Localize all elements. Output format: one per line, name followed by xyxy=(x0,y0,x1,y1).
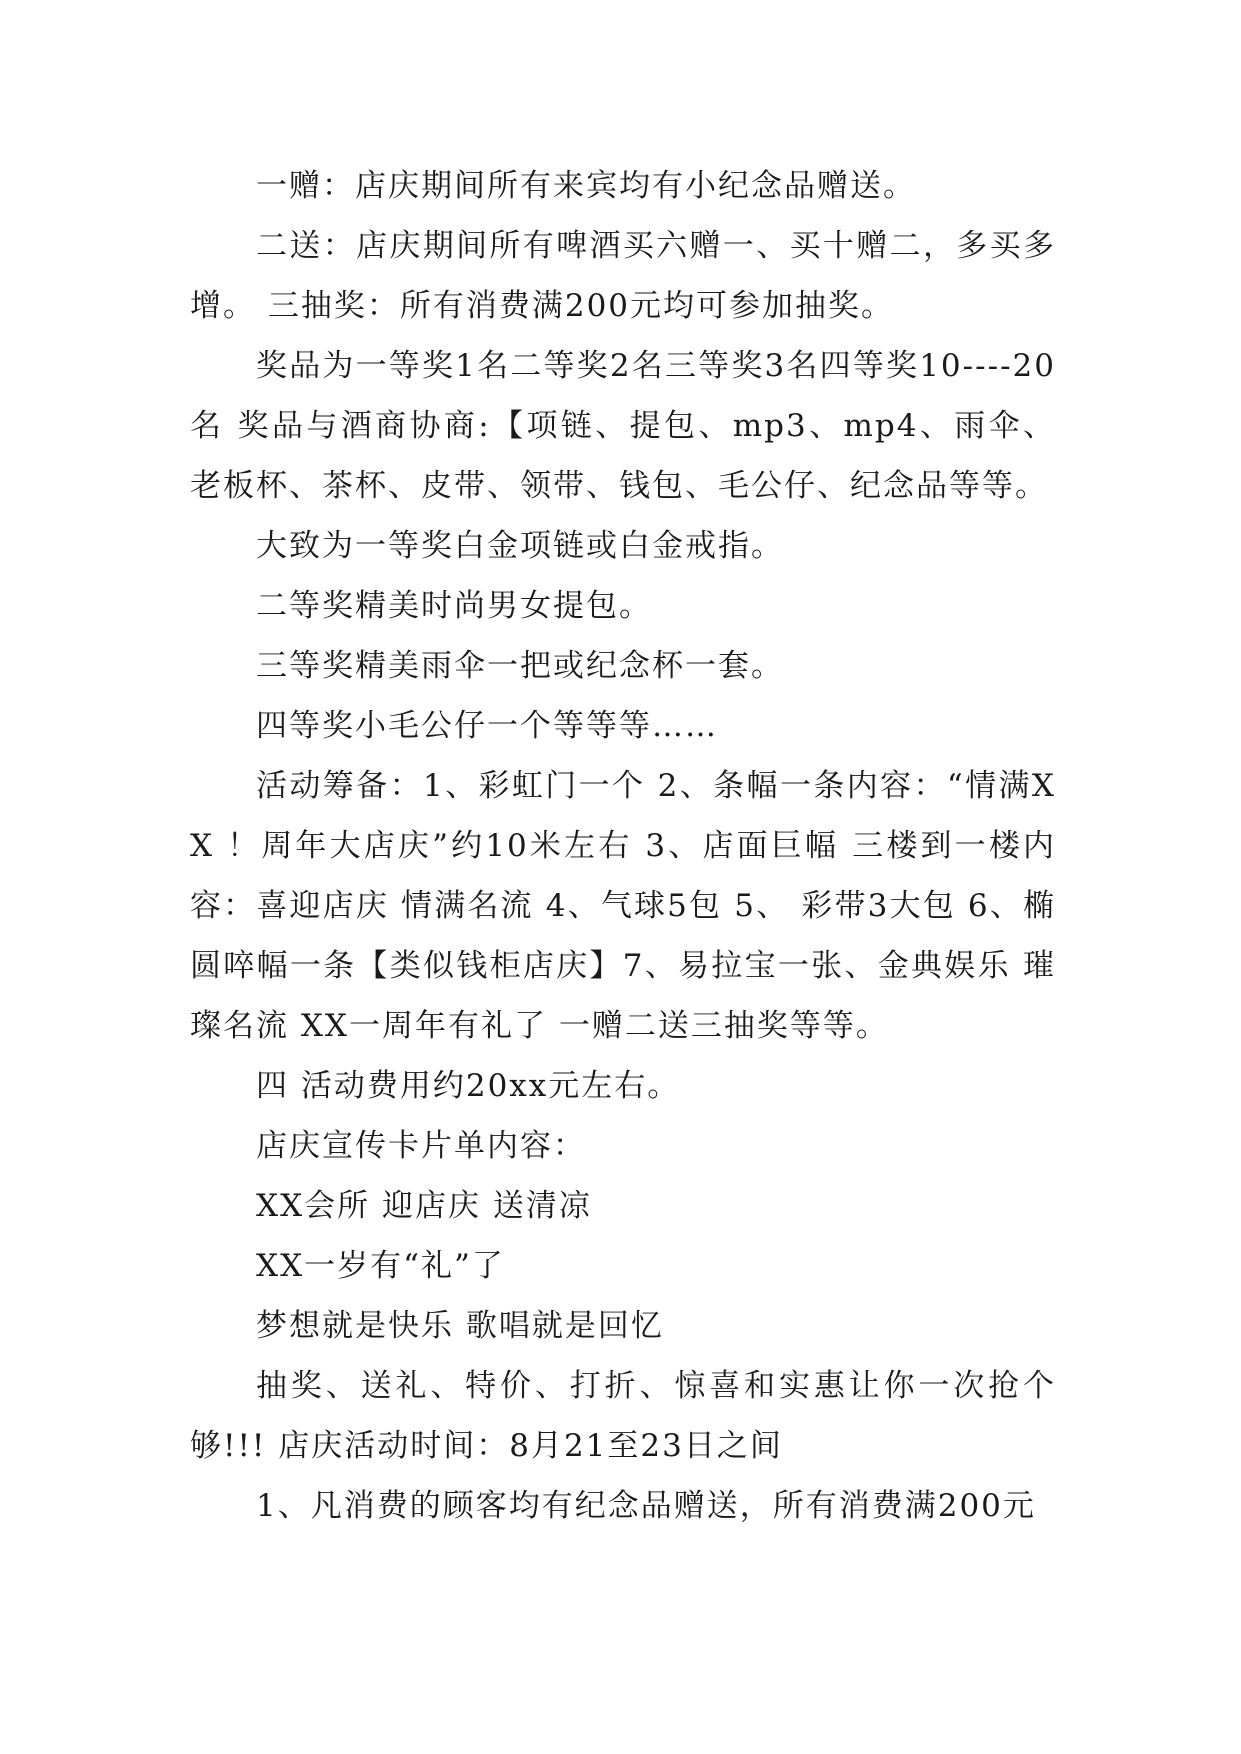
paragraph-fourth-prize: 四等奖小毛公仔一个等等等…… xyxy=(256,708,718,744)
paragraph-first-prize: 大致为一等奖白金项链或白金戒指。 xyxy=(256,528,784,564)
paragraph-gift-two-and-lottery: 二送：店庆期间所有啤酒买六赠一、买十赠二，多买多增。 三抽奖：所有消费满200元均可参加抽奖。 xyxy=(190,228,1056,324)
paragraph-prizes: 奖品为一等奖1名二等奖2名三等奖3名四等奖10----20名 奖品与酒商协商:【项链、提包、mp3、mp4、雨伞、老板杯、茶杯、皮带、领带、钱包、毛公仔、纪念品等等。 xyxy=(190,348,1056,504)
paragraph-second-prize: 二等奖精美时尚男女提包。 xyxy=(256,588,652,624)
paragraph-budget: 四 活动费用约20xx元左右。 xyxy=(256,1068,681,1104)
paragraph-third-prize: 三等奖精美雨伞一把或纪念杯一套。 xyxy=(256,648,784,684)
paragraph-item-one: 1、凡消费的顾客均有纪念品赠送，所有消费满200元 xyxy=(256,1488,1036,1524)
paragraph-slogan-anniversary: XX一岁有“礼”了 xyxy=(256,1248,505,1284)
document-body xyxy=(190,156,1056,1536)
paragraph-preparation: 活动筹备：1、彩虹门一个 2、条幅一条内容：“情满XX ！周年大店庆”约10米左右 3、店面巨幅 三楼到一楼内容：喜迎店庆 情满名流 4、气球5包 5、 彩带3大包 6、椭圆啐幅一条【类似钱柜店庆】7、易拉宝一张、金典娱乐 璀璨名流 XX一周年有礼了 一赠二送三抽奖等等。 xyxy=(190,768,1056,1044)
paragraph-event-time: 抽奖、送礼、特价、打折、惊喜和实惠让你一次抢个够!!! 店庆活动时间：8月21至23日之间 xyxy=(190,1368,1056,1464)
paragraph-gift-one: 一赠：店庆期间所有来宾均有小纪念品赠送。 xyxy=(256,168,916,204)
paragraph-card-content-heading: 店庆宣传卡片单内容： xyxy=(256,1128,586,1164)
paragraph-slogan-club: XX会所 迎店庆 送清凉 xyxy=(256,1188,592,1224)
paragraph-slogan-dream: 梦想就是快乐 歌唱就是回忆 xyxy=(256,1308,664,1344)
